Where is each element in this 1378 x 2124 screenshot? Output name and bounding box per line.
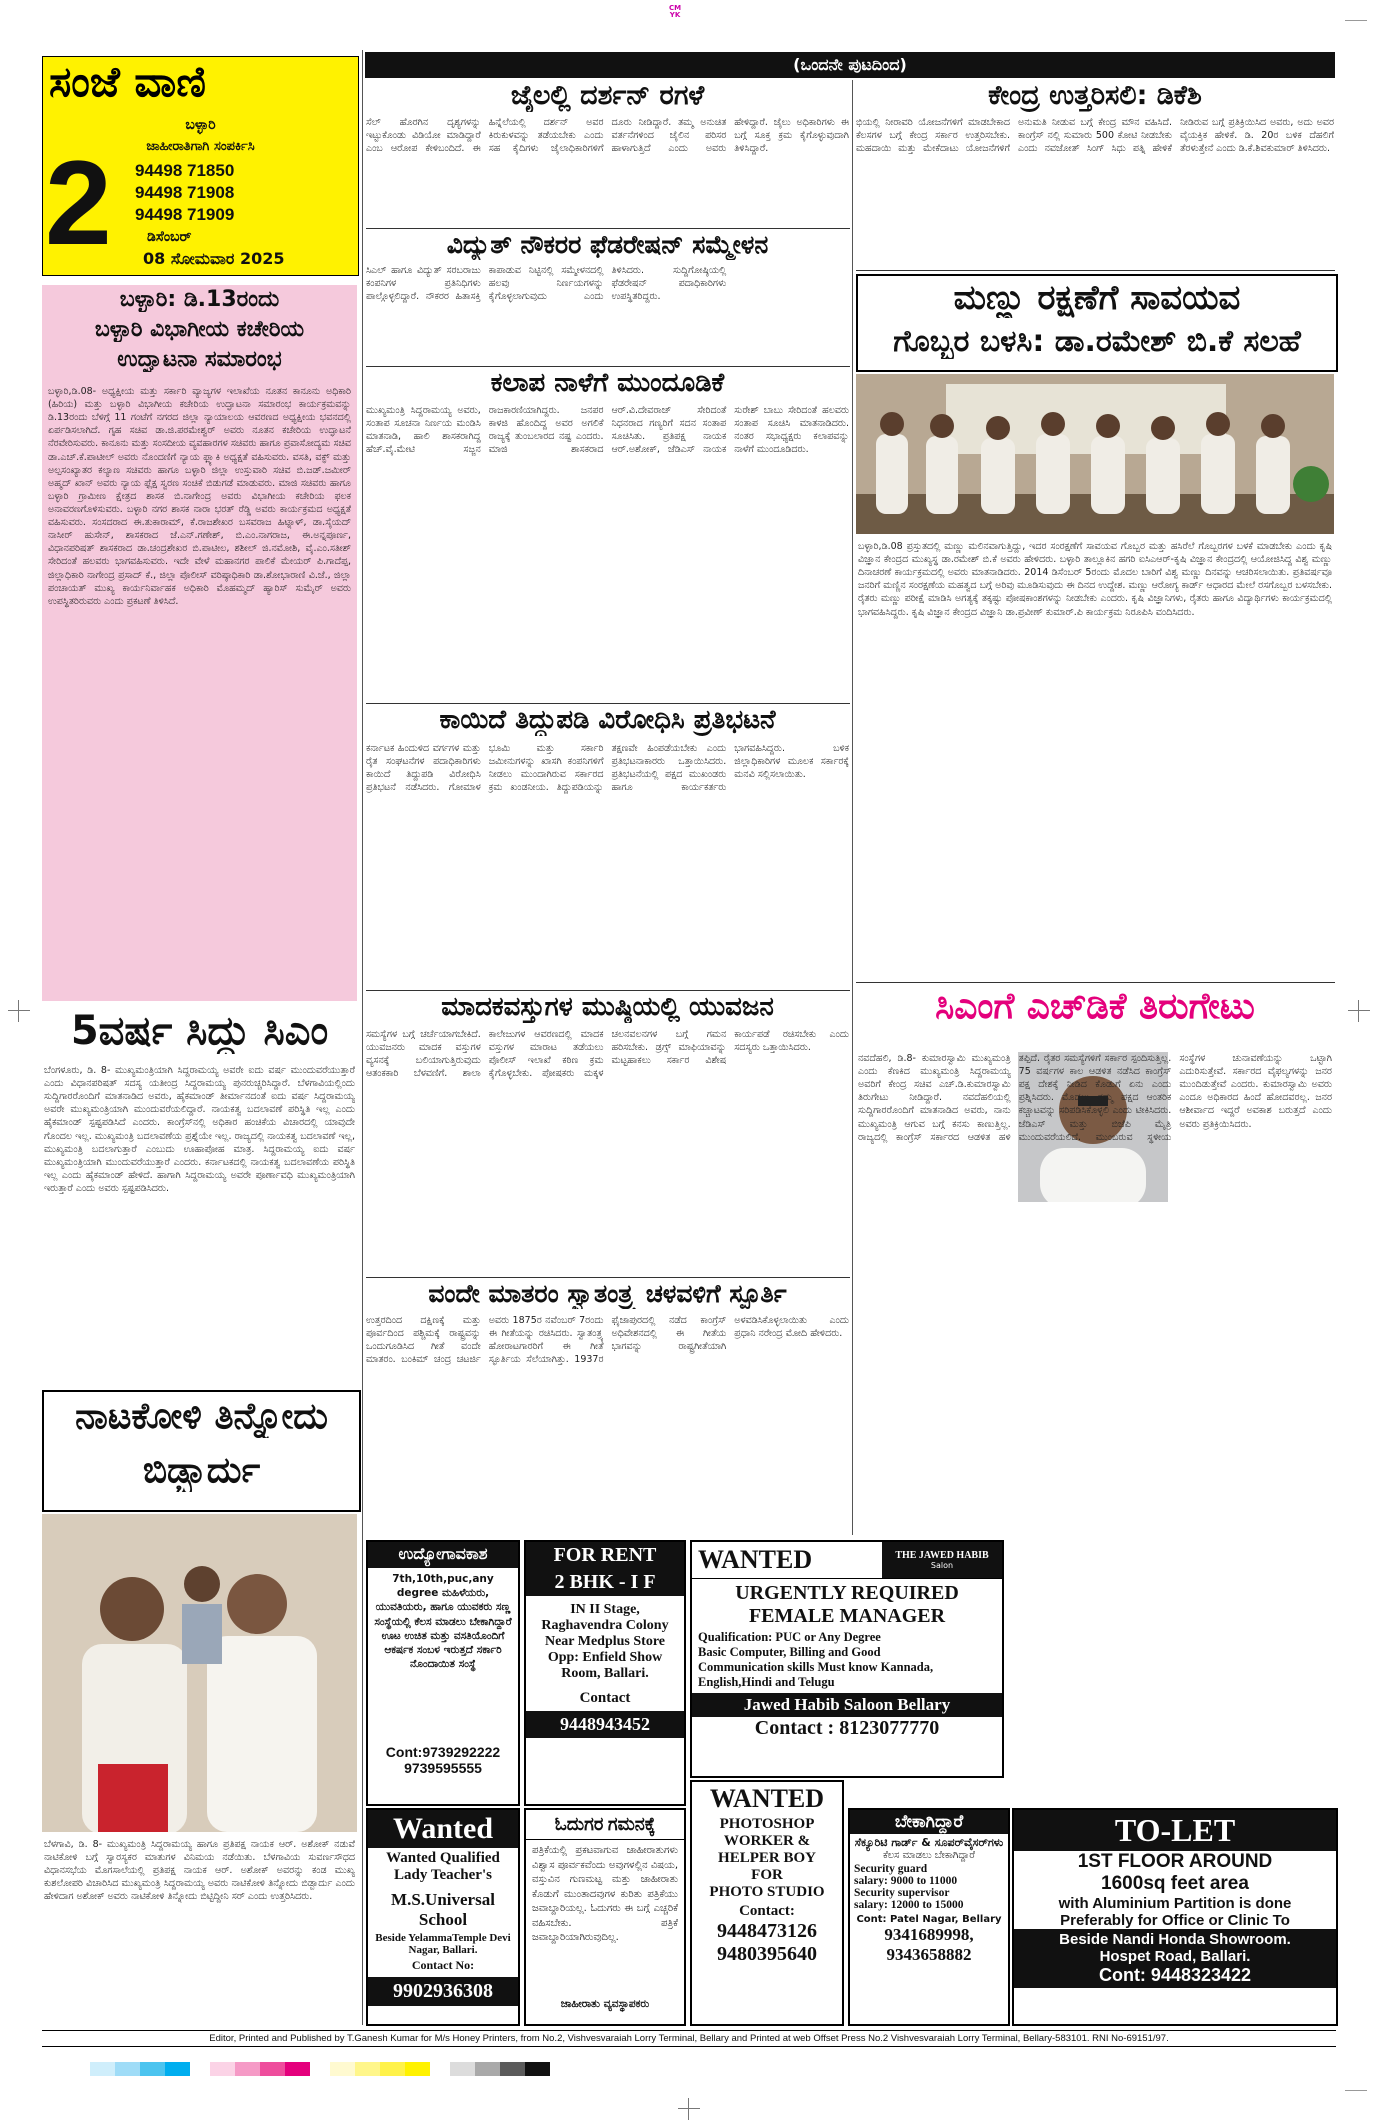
article-cm-hdk: ನವದೆಹಲಿ, ಡಿ.8- ಕುಮಾರಸ್ವಾಮಿ ಮುಖ್ಯಮಂತ್ರಿ ಎಂದು ಕೆಣಕಿದ ಮುಖ್ಯಮಂತ್ರಿ ಸಿದ್ದರಾಮಯ್ಯ ಅವರಿಗೆ ಕೇಂದ್ರ ಸಚಿವ ಎಚ್.ಡಿ.ಕುಮಾರಸ್ವಾಮಿ ತಿರುಗೇಟು ನೀಡಿದ್ದಾರೆ. ನವದೆಹಲಿಯಲ್ಲಿ ಸುದ್ದಿಗಾರರೊಂದಿಗೆ ಮಾತನಾಡಿದ ಅವರು, ನಾನು ಮುಖ್ಯಮಂತ್ರಿ ಆಗುವ ಬಗ್ಗೆ ಕನಸು ಕಾಣುತ್ತಿಲ್ಲ. ರಾಜ್ಯದಲ್ಲಿ ಕಾಂಗ್ರೆಸ್ ಸರ್ಕಾರದ ಆಡಳಿತ ಹಳಿ ತಪ್ಪಿದೆ. ರೈತರ ಸಮಸ್ಯೆಗಳಿಗೆ ಸರ್ಕಾರ ಸ್ಪಂದಿಸುತ್ತಿಲ್ಲ. 75 ವರ್ಷಗಳ ಕಾಲ ಆಡಳಿತ ನಡೆಸಿದ ಕಾಂಗ್ರೆಸ್ ಪಕ್ಷ ದೇಶಕ್ಕೆ ನೀಡಿದ ಕೊಡುಗೆ ಏನು ಎಂದು ಪ್ರಶ್ನಿಸಿದರು. ಮೊದಲು ತಮ್ಮ ಪಕ್ಷದ ಆಂತರಿಕ ಕಚ್ಚಾಟವನ್ನು ಸರಿಪಡಿಸಿಕೊಳ್ಳಲಿ ಎಂದು ಟೀಕಿಸಿದರು. ಜೆಡಿಎಸ್ ಮತ್ತು ಬಿಜೆಪಿ ಮೈತ್ರಿ ಮುಂದುವರೆಯಲಿದೆ. ಮುಂಬರುವ ಸ್ಥಳೀಯ ಸಂಸ್ಥೆಗಳ ಚುನಾವಣೆಯನ್ನು ಒಟ್ಟಾಗಿ ಎದುರಿಸುತ್ತೇವೆ. ಸರ್ಕಾರದ ವೈಫಲ್ಯಗಳನ್ನು ಜನರ ಮುಂದಿಡುತ್ತೇವೆ ಎಂದರು. ಕುಮಾರಸ್ವಾಮಿ ಅವರು ಎಂದೂ ಅಧಿಕಾರದ ಹಿಂದೆ ಹೋದವರಲ್ಲ. ಜನರ ಆಶೀರ್ವಾದ ಇದ್ದರೆ ಅವಕಾಶ ಬರುತ್ತದೆ ಎಂದು ಅವರು ಪ್ರತಿಕ್ರಿಯಿಸಿದರು. [858, 1053, 1332, 1143]
ad-security-line-3: Security supervisor [854, 1887, 950, 1899]
ad-wanted-photo-line-1: PHOTOSHOP [719, 1816, 815, 1832]
ad-to-let-line-3: with Aluminium Partition is done [1058, 1895, 1292, 1912]
ad-job-phone-1: Cont:9739292222 [385, 1744, 501, 1760]
ad-wanted-manager-body-2: Basic Computer, Billing and Good [698, 1645, 881, 1659]
ad-job-body: 7th,10th,puc,any degree ಮಹಿಳೆಯರು, ಯುವತಿಯರು, ಹಾಗೂ ಯುವಕರು ಸಣ್ಣ ಸಂಸ್ಥೆಯಲ್ಲಿ ಕೆಲಸ ಮಾಡಲು ಬೇಕಾಗಿದ್ದಾರೆ ಊಟ ಉಚಿತ ಮತ್ತು ವಸತಿಯೊಂದಿಗೆ ಆಕರ್ಷಕ ಸಂಬಳ ಇರುತ್ತದೆ ಸರ್ಕಾರಿ ನೊಂದಾಯಿತ ಸಂಸ್ಥೆ [374, 1573, 512, 1671]
ad-security-line-4: salary: 12000 to 15000 [854, 1899, 964, 1911]
ad-wanted-photo [690, 1780, 844, 2026]
registration-mark [1348, 1000, 1370, 1022]
ad-wanted-manager [690, 1540, 1004, 1778]
headline-kendra: ಕೇಂದ್ರ ಉತ್ತರಿಸಲಿ: ಡಿಕೆಶಿ [988, 80, 1202, 111]
event-group-illustration [856, 374, 1334, 534]
article-ballari-office: ಬಳ್ಳಾರಿ,ಡಿ.08- ಅಧ್ಯಕ್ಷೀಯ ಮತ್ತು ಸರ್ಕಾರಿ ವ್ಯಾಜ್ಯಗಳ ಇಲಾಖೆಯ ನೂತನ ಕಾನೂನು ಅಧಿಕಾರಿ (ಹಿರಿಯ) ಮತ್ತು ಬಳ್ಳಾರಿ ವಿಭಾಗೀಯ ಕಚೇರಿಯ ಉದ್ಘಾಟನಾ ಸಮಾರಂಭ ಕಾರ್ಯಕ್ರಮವನ್ನು ಡಿ.13ರಂದು ಬೆಳಿಗ್ಗೆ 11 ಗಂಟೆಗೆ ನಗರದ ಜಿಲ್ಲಾ ನ್ಯಾಯಾಲಯ ಆವರಣದ ಅಧ್ಯಕ್ಷೀಯ ಭವನದಲ್ಲಿ ಏರ್ಪಡಿಸಲಾಗಿದೆ. ಗೃಹ ಸಚಿವ ಡಾ.ಜಿ.ಪರಮೇಶ್ವರ್ ಅವರು ನೂತನ ಕಚೇರಿಯ ಉದ್ಘಾಟನೆ ನೆರವೇರಿಸುವರು. ಕಾನೂನು ಮತ್ತು ಸಂಸದೀಯ ವ್ಯವಹಾರಗಳ ಸಚಿವರು ಹಾಗೂ ಪ್ರವಾಸೋದ್ಯಮ ಸಚಿವ ಡಾ.ಎಚ್.ಕೆ.ಪಾಟೀಲ್ ಅವರು ನೊಂದಣಿಗೆ ನ್ಯಾಯ ಫ್ಲ್ಯಾಕಿ ಅಧ್ಯಕ್ಷತೆ ವಹಿಸುವರು. ವಸತಿ, ವಕ್ಫ್ ಮತ್ತು ಅಲ್ಪಸಂಖ್ಯಾತರ ಕಲ್ಯಾಣ ಸಚಿವರು ಹಾಗೂ ಬಳ್ಳಾರಿ ಜಿಲ್ಲಾ ಉಸ್ತುವಾರಿ ಸಚಿವ ಬಿ.ಜಡ್.ಜಮೀರ್ ಅಹ್ಮದ್ ಖಾನ್ ಅವರು ನ್ಯಾಯ ಫ್ಲೆಕ್ಷ ಸ್ವರಣ ಸಂಚಿಕೆ ಬಿಡುಗಡೆ ಮಾಡುವರು. ಮಾಜಿ ಸಚಿವರು ಹಾಗೂ ಬಳ್ಳಾರಿ ಗ್ರಾಮೀಣ ಕ್ಷೇತ್ರದ ಶಾಸಕ ಬಿ.ನಾಗೇಂದ್ರ ಅವರು ವಿಭಾಗೀಯ ಕಚೇರಿಯ ಫಲಕ ಅನಾವರಣಗೊಳಿಸುವರು. ಬಳ್ಳಾರಿ ನಗರ ಶಾಸಕ ನಾರಾ ಭರತ್ ರೆಡ್ಡಿ ಅವರು ಕಾರ್ಯಕ್ರಮದ ಅಧ್ಯಕ್ಷತೆ ವಹಿಸುವರು. ಸಂಸದರಾದ ಈ.ತುಕಾರಾಮ್, ಕೆ.ರಾಜಶೇಖರ ಬಸವರಾಜ ಹಿಟ್ನಾಳ್, ಡಾ.ಸೈಯದ್ ನಾಸೀರ್ ಹುಸೇನ್, ಶಾಸಕರಾದ ಜೆ.ಎನ್.ಗಣೇಶ್, ಬಿ.ಎಂ.ನಾಗರಾಜ, ಈ.ಅನ್ನಪೂರ್ಣ, ವಿಧಾನಪರಿಷತ್ ಶಾಸಕರಾದ ಡಾ.ಚಂದ್ರಶೇಖರ ಬಿ.ಪಾಟೀಲ, ಶಶೀಲ್ ಜಿ.ನಮೋಶಿ, ವೈ.ಎಂ.ಸತೀಶ್ ಸೇರಿದಂತೆ ಹಲವರು ಭಾಗವಹಿಸುವರು. ಇದೇ ವೇಳೆ ಮಹಾನಗರ ಪಾಲಿಕೆ ಮೇಯರ್ ಪಿ.ಗಾದೆಪ್ಪ, ಜಿಲ್ಲಾಧಿಕಾರಿ ನಾಗೇಂದ್ರ ಪ್ರಸಾದ್ ಕೆ., ಜಿಲ್ಲಾ ಪೊಲೀಸ್ ವರಿಷ್ಠಾಧಿಕಾರಿ ಡಾ.ಶೋಭಾರಾಣಿ ವಿ.ಜೆ., ಜಿಲ್ಲಾ ಪಂಚಾಯತ್ ಮುಖ್ಯ ಕಾರ್ಯನಿರ್ವಾಹಕ ಅಧಿಕಾರಿ ಮೊಹಮ್ಮದ್ ಹ್ಯಾರಿಸ್ ಸುಮೈರ್ ಅವರು ಉಪಸ್ಥಿತರಿರುವರು ಎಂದು ಪ್ರಕಟಣೆ ತಿಳಿಸಿದೆ. [48, 386, 351, 607]
ad-security-contact: Cont: Patel Nagar, Bellary [856, 1914, 1002, 1925]
headline-jail-darshan: ಜೈಲಲ್ಲಿ ದರ್ಶನ್ ರಗಳೆ [510, 80, 705, 111]
ad-security-line-2: salary: 9000 to 11000 [854, 1875, 958, 1887]
article-five-years: ಬೆಂಗಳೂರು, ಡಿ. 8- ಮುಖ್ಯಮಂತ್ರಿಯಾಗಿ ಸಿದ್ದರಾಮಯ್ಯ ಅವರೇ ಐದು ವರ್ಷ ಮುಂದುವರೆಯುತ್ತಾರೆ ಎಂದು ವಿಧಾನಪರಿಷತ್ ಸದಸ್ಯ ಯತೀಂದ್ರ ಸಿದ್ದರಾಮಯ್ಯ ಪುನರುಚ್ಚರಿಸಿದ್ದಾರೆ. ಬೆಳಗಾವಿಯಲ್ಲಿಂದು ಸುದ್ದಿಗಾರರೊಂದಿಗೆ ಮಾತನಾಡಿದ ಅವರು, ಹೈಕಮಾಂಡ್ ತೀರ್ಮಾನದಂತೆ ಐದು ವರ್ಷ ಸಿದ್ದರಾಮಯ್ಯ ಅವರೇ ಮುಖ್ಯಮಂತ್ರಿಯಾಗಿ ಮುಂದುವರೆಯಲಿದ್ದಾರೆ. ನಾಯಕತ್ವ ಬದಲಾವಣೆ ಪರಿಸ್ಥಿತಿ ಇಲ್ಲ ಎಂದು ಹೈಕಮಾಂಡ್ ಸ್ಪಷ್ಟಪಡಿಸಿದೆ ಎಂದರು. ಕಾಂಗ್ರೆಸ್‌ನಲ್ಲಿ ಅಧಿಕಾರ ಹಂಚಿಕೆಯ ವಿಚಾರದಲ್ಲಿ ಯಾವುದೇ ಗೊಂದಲ ಇಲ್ಲ. ಮುಖ್ಯಮಂತ್ರಿ ಬದಲಾವಣೆಯ ಪ್ರಶ್ನೆಯೇ ಇಲ್ಲ. ರಾಜ್ಯದಲ್ಲಿ ನಾಯಕತ್ವ ಬದಲಾವಣೆ ಇಲ್ಲ, ಮುಖ್ಯಮಂತ್ರಿ ಬದಲಾಗುತ್ತಾರೆ ಎಂಬುದು ಊಹಾಪೋಹ ಮಾತ್ರ. ಸಿದ್ದರಾಮಯ್ಯ ಐದು ವರ್ಷ ಮುಖ್ಯಮಂತ್ರಿಯಾಗಿ ಮುಂದುವರೆಯುತ್ತಾರೆ ಎಂದರು. ಕರ್ನಾಟಕದಲ್ಲಿ ನಾಯಕತ್ವ ಬದಲಾವಣೆಯ ಪರಿಸ್ಥಿತಿ ಇಲ್ಲ ಎಂದು ಹೈಕಮಾಂಡ್ ಹೇಳಿದೆ. ಹಾಗಾಗಿ ಸಿದ್ದರಾಮಯ್ಯ ಅವರೇ ಪೂರ್ಣಾವಧಿ ಮುಖ್ಯಮಂತ್ರಿಯಾಗಿ ಇರುತ್ತಾರೆ ಎಂದು ಅವರು ಸ್ಪಷ್ಟಪಡಿಸಿದರು. [44, 1065, 355, 1194]
ad-wanted-manager-brand-sub: Salon [930, 1561, 954, 1570]
ad-readers-notice [524, 1808, 686, 2026]
cmyk-mark: CMYK [668, 4, 682, 19]
headline-natikoli-1: ನಾಟಕೋಳಿ ತಿನ್ನೋದು [75, 1396, 328, 1437]
ad-wanted-teacher-line-1: Wanted Qualified [386, 1850, 500, 1866]
ad-for-rent-line-2: Raghavendra Colony [541, 1618, 669, 1633]
ad-for-rent-subtitle: 2 BHK - I F [526, 1569, 684, 1596]
headline-cm-hdk: ಸಿಎಂಗೆ ಎಚ್‌ಡಿಕೆ ತಿರುಗೇಟು [935, 986, 1255, 1027]
phone-2: 94498 71908 [135, 183, 235, 202]
ad-for-rent-title: FOR RENT [526, 1542, 684, 1569]
mannu-headline-box [856, 274, 1338, 372]
headline-kayide: ಕಾಯಿದೆ ತಿದ್ದುಪಡಿ ವಿರೋಧಿಸಿ ಪ್ರತಿಭಟನೆ [439, 705, 776, 735]
headline-madaka: ಮಾದಕವಸ್ತುಗಳ ಮುಷ್ಠಿಯಲ್ಲಿ ಯುವಜನ [441, 992, 774, 1022]
masthead-city: ಬಳ್ಳಾರಿ [185, 117, 216, 133]
continued-banner-text: (ಒಂದನೇ ಪುಟದಿಂದ) [793, 55, 907, 74]
ad-security-title: ಬೇಕಾಗಿದ್ದಾರೆ [850, 1810, 1008, 1834]
ad-wanted-manager-headline-2: FEMALE MANAGER [748, 1605, 946, 1627]
headline-vande: ವಂದೇ ಮಾತರಂ ಸ್ವಾತಂತ್ರ್ಯ ಚಳವಳಿಗೆ ಸ್ಪೂರ್ತಿ [428, 1279, 787, 1308]
ad-job-title: ಉದ್ಯೋಗಾವಕಾಶ [368, 1542, 518, 1568]
ad-wanted-photo-line-3: HELPER BOY [718, 1850, 816, 1866]
headline-vidyut: ವಿದ್ಯುತ್ ನೌಕರರ ಫೆಡರೇಷನ್ ಸಮ್ಮೇಳನ [446, 230, 769, 259]
phone-1: 94498 71850 [135, 161, 235, 180]
article-kayide: ಕರ್ನಾಟಕ ಹಿಂದುಳಿದ ವರ್ಗಗಳ ಮತ್ತು ರೈತ ಸಂಘಟನೆಗಳ ಪದಾಧಿಕಾರಿಗಳು ಕಾಯಿದೆ ತಿದ್ದುಪಡಿ ವಿರೋಧಿಸಿ ಪ್ರತಿಭಟನೆ ನಡೆಸಿದರು. ಗೋಮಾಳ ಭೂಮಿ ಮತ್ತು ಸರ್ಕಾರಿ ಜಮೀನುಗಳನ್ನು ಖಾಸಗಿ ಕಂಪನಿಗಳಿಗೆ ನೀಡಲು ಮುಂದಾಗಿರುವ ಸರ್ಕಾರದ ಕ್ರಮ ಖಂಡನೀಯ. ತಿದ್ದುಪಡಿಯನ್ನು ತಕ್ಷಣವೇ ಹಿಂಪಡೆಯಬೇಕು ಎಂದು ಪ್ರತಿಭಟನಾಕಾರರು ಒತ್ತಾಯಿಸಿದರು. ಪ್ರತಿಭಟನೆಯಲ್ಲಿ ಪಕ್ಷದ ಮುಖಂಡರು ಹಾಗೂ ಕಾರ್ಯಕರ್ತರು ಭಾಗವಹಿಸಿದ್ದರು. ಬಳಿಕ ಜಿಲ್ಲಾಧಿಕಾರಿಗಳ ಮೂಲಕ ಸರ್ಕಾರಕ್ಕೆ ಮನವಿ ಸಲ್ಲಿಸಲಾಯಿತು. [366, 743, 849, 794]
ad-for-rent-line-4: Opp: Enfield Show [547, 1650, 663, 1665]
imprint [42, 2030, 1336, 2047]
ad-to-let-address-2: Hospet Road, Ballari. [1014, 1948, 1336, 1965]
color-bar [90, 2062, 650, 2076]
ad-readers-title: ಓದುಗರ ಗಮನಕ್ಕೆ [526, 1810, 684, 1840]
ad-to-let-phone: Cont: 9448323422 [1014, 1965, 1336, 1988]
ad-wanted-photo-line-5: PHOTO STUDIO [709, 1884, 825, 1900]
ad-security-phone-1: 9341689998, [884, 1925, 974, 1944]
headline-mannu-2: ಗೊಬ್ಬರ ಬಳಸಿ: ಡಾ.ರಮೇಶ್ ಬಿ.ಕೆ ಸಲಹೆ [893, 324, 1301, 359]
headline-ballari-2: ಬಳ್ಳಾರಿ ವಿಭಾಗೀಯ ಕಚೇರಿಯ [94, 317, 305, 342]
ad-security-subtitle: ಸೆಕ್ಯೂರಿಟಿ ಗಾರ್ಡ್ & ಸೂಪರ್‌ವೈಸರ್‌ಗಳು [854, 1836, 1004, 1849]
ad-wanted-manager-wanted: WANTED [698, 1545, 813, 1574]
ad-wanted-teacher-school: M.S.Universal School [391, 1890, 495, 1929]
ballari-office-box [42, 285, 357, 1001]
continued-banner [365, 52, 1335, 78]
ad-wanted-teacher-line-2: Lady Teacher's [394, 1867, 492, 1883]
headline-ballari-1: ಬಳ್ಳಾರಿ: ಡಿ.13ರಂದು [119, 287, 280, 312]
cm-ashok-photo [42, 1514, 357, 1832]
date-line: 08 ಸೋಮವಾರ 2025 [143, 249, 285, 268]
article-natikoli: ಬೆಳಗಾವಿ, ಡಿ. 8- ಮುಖ್ಯಮಂತ್ರಿ ಸಿದ್ದರಾಮಯ್ಯ ಹಾಗೂ ಪ್ರತಿಪಕ್ಷ ನಾಯಕ ಆರ್. ಅಶೋಕ್ ನಡುವೆ ನಾಟಿಕೋಳಿ ಬಗ್ಗೆ ಸ್ವಾರಸ್ಯಕರ ಮಾತುಗಳ ವಿನಿಮಯ ನಡೆಯಿತು. ಬೆಳಗಾವಿಯ ಸುವರ್ಣಸೌಧದ ವಿಧಾನಸಭೆಯ ಮೊಗಸಾಲೆಯಲ್ಲಿ ಪ್ರತಿಪಕ್ಷ ನಾಯಕ ಆರ್. ಅಶೋಕ್ ಅವರನ್ನು ಕಂಡ ಮುಖ್ಯ ಕುಶಲೋಪರಿ ವಿಚಾರಿಸಿದ ಮುಖ್ಯಮಂತ್ರಿ ಸಿದ್ದರಾಮಯ್ಯ ಅವರು ನಾಟಿಕೋಳಿ ತಿನ್ನೋದು ಬಿಡ್ಬಾರ್ದು ಎಂದು ಹೇಳಿದಾಗ ಅಶೋಕ್ ಅವರು ನಾಟಿಕೋಳಿ ತಿನ್ನೋದು ಬಿಟ್ಟಿದ್ದೀನಿ ಸರ್ ಎಂದು ಉತ್ತರಿಸಿದರು. [44, 1839, 355, 1903]
ad-to-let-line-4: Preferably for Office or Clinic To [1060, 1912, 1290, 1929]
phone-3: 94498 71909 [135, 205, 235, 224]
ad-to-let-line-1: 1ST FLOOR AROUND [1077, 1851, 1273, 1872]
ad-wanted-teacher-wanted: Wanted [368, 1810, 518, 1848]
headline-mannu-1: ಮಣ್ಣು ರಕ್ಷಣೆಗೆ ಸಾವಯವ [953, 278, 1241, 318]
article-vidyut: ಸಿಎಲ್ ಹಾಗೂ ವಿದ್ಯುತ್ ಸರಬರಾಜು ಕಂಪನಿಗಳ ಪ್ರತಿನಿಧಿಗಳು ಪಾಲ್ಗೊಳ್ಳಲಿದ್ದಾರೆ. ನೌಕರರ ಹಿತಾಸಕ್ತಿ ಕಾಪಾಡುವ ನಿಟ್ಟಿನಲ್ಲಿ ಸಮ್ಮೇಳನದಲ್ಲಿ ಹಲವು ನಿರ್ಣಯಗಳನ್ನು ಕೈಗೊಳ್ಳಲಾಗುವುದು ಎಂದು ತಿಳಿಸಿದರು. ಸುದ್ದಿಗೋಷ್ಠಿಯಲ್ಲಿ ಫೆಡರೇಷನ್ ಪದಾಧಿಕಾರಿಗಳು ಉಪಸ್ಥಿತರಿದ್ದರು. [366, 265, 727, 303]
issue-day: 2 [45, 136, 112, 270]
ad-wanted-manager-body-3: Communication skills Must know Kannada, [698, 1660, 934, 1674]
ad-wanted-manager-brand: THE JAWED HABIB [895, 1550, 989, 1561]
soil-day-photo [856, 374, 1334, 534]
ad-job [366, 1540, 520, 1806]
ad-wanted-photo-phone-2: 9480395640 [717, 1943, 817, 1965]
headline-natikoli-2: ಬಿಡ್ಬಾರ್ದು [142, 1450, 261, 1491]
ad-wanted-manager-saloon: Jawed Habib Saloon Bellary [692, 1693, 1002, 1717]
ad-for-rent-contact-label: Contact [579, 1690, 631, 1706]
ad-contact-label: ಜಾಹೀರಾತಿಗಾಗಿ ಸಂಪರ್ಕಿಸಿ [146, 139, 255, 154]
ad-security-line-1: Security guard [854, 1863, 928, 1875]
ad-wanted-photo-contact-label: Contact: [739, 1903, 795, 1919]
article-madaka: ಸಮಸ್ಯೆಗಳ ಬಗ್ಗೆ ಚರ್ಚೆಯಾಗಬೇಕಿದೆ. ಯುವಜನರು ಮಾದಕ ವಸ್ತುಗಳ ವ್ಯಸನಕ್ಕೆ ಬಲಿಯಾಗುತ್ತಿರುವುದು ಆತಂಕಕಾರಿ ಬೆಳವಣಿಗೆ. ಶಾಲಾ ಕಾಲೇಜುಗಳ ಆವರಣದಲ್ಲಿ ಮಾದಕ ವಸ್ತುಗಳ ಮಾರಾಟ ತಡೆಯಲು ಪೊಲೀಸ್ ಇಲಾಖೆ ಕಠಿಣ ಕ್ರಮ ಕೈಗೊಳ್ಳಬೇಕು. ಪೋಷಕರು ಮಕ್ಕಳ ಚಲನವಲನಗಳ ಬಗ್ಗೆ ಗಮನ ಹರಿಸಬೇಕು. ಡ್ರಗ್ಸ್ ಮಾಫಿಯಾವನ್ನು ಮಟ್ಟಹಾಕಲು ಸರ್ಕಾರ ವಿಶೇಷ ಕಾರ್ಯಪಡೆ ರಚಿಸಬೇಕು ಎಂದು ಸದಸ್ಯರು ಒತ್ತಾಯಿಸಿದರು. [366, 1029, 849, 1080]
headline-kalapa: ಕಲಾಪ ನಾಳೆಗೆ ಮುಂದೂಡಿಕೆ [490, 368, 725, 398]
ad-wanted-manager-body-1: Qualification: PUC or Any Degree [698, 1630, 881, 1644]
ad-wanted-teacher-contact-label: Contact No: [411, 1958, 475, 1972]
masthead [42, 56, 359, 276]
article-vande: ಉತ್ತರದಿಂದ ದಕ್ಷಿಣಕ್ಕೆ ಮತ್ತು ಪೂರ್ವದಿಂದ ಪಶ್ಚಿಮಕ್ಕೆ ರಾಷ್ಟ್ರವನ್ನು ಒಂದುಗೂಡಿಸಿದ ಗೀತೆ ವಂದೇ ಮಾತರಂ. ಬಂಕಿಮ್ ಚಂದ್ರ ಚಟರ್ಜಿ ಅವರು 1875ರ ನವೆಂಬರ್ 7ರಂದು ಈ ಗೀತೆಯನ್ನು ರಚಿಸಿದರು. ಸ್ವಾತಂತ್ರ್ಯ ಹೋರಾಟಗಾರರಿಗೆ ಈ ಗೀತೆ ಸ್ಫೂರ್ತಿಯ ಸೆಲೆಯಾಗಿತ್ತು. 1937ರ ಫೈಜಾಪುರದಲ್ಲಿ ನಡೆದ ಕಾಂಗ್ರೆಸ್ ಅಧಿವೇಶನದಲ್ಲಿ ಈ ಗೀತೆಯ ಭಾಗವನ್ನು ರಾಷ್ಟ್ರಗೀತೆಯಾಗಿ ಅಳವಡಿಸಿಕೊಳ್ಳಲಾಯಿತು ಎಂದು ಪ್ರಧಾನಿ ನರೇಂದ್ರ ಮೋದಿ ಹೇಳಿದರು. [366, 1315, 849, 1366]
article-mannu: ಬಳ್ಳಾರಿ,ಡಿ.08 ಪ್ರಸ್ತುತದಲ್ಲಿ ಮಣ್ಣು ಮಲಿನವಾಗುತ್ತಿದ್ದು, ಇದರ ಸಂರಕ್ಷಣೆಗೆ ಸಾವಯವ ಗೊಬ್ಬರ ಮತ್ತು ಹಸಿರೆಲೆ ಗೊಬ್ಬರಗಳ ಬಳಕೆ ಮಾಡಬೇಕು ಎಂದು ಕೃಷಿ ವಿಜ್ಞಾನ ಕೇಂದ್ರದ ಮುಖ್ಯಸ್ಥ ಡಾ.ರಮೇಶ್ ಬಿ.ಕೆ ಅವರು ಹೇಳಿದರು. ಬಳ್ಳಾರಿ ತಾಲ್ಲೂಕಿನ ಹಗರಿ ಐಸಿಎಆರ್-ಕೃಷಿ ವಿಜ್ಞಾನ ಕೇಂದ್ರದಲ್ಲಿ ಆಯೋಜಿಸಿದ್ದ ವಿಶ್ವ ಮಣ್ಣು ದಿನಾಚರಣೆ ಕಾರ್ಯಕ್ರಮದಲ್ಲಿ ಅವರು ಮಾತನಾಡಿದರು. 2014 ಡಿಸೆಂಬರ್ 5ರಂದು ಮೊದಲ ಬಾರಿಗೆ ವಿಶ್ವ ಮಣ್ಣು ದಿನವನ್ನು ಆಚರಿಸಲಾಯಿತು. ಪ್ರತಿವರ್ಷವೂ ಜನರಿಗೆ ಮಣ್ಣಿನ ಸಂರಕ್ಷಣೆಯ ಮಹತ್ವದ ಬಗ್ಗೆ ಅರಿವು ಮೂಡಿಸುವುದು ಈ ದಿನದ ಉದ್ದೇಶ. ಮಣ್ಣು ಆರೋಗ್ಯ ಕಾರ್ಡ್ ಆಧಾರದ ಮೇಲೆ ರಸಗೊಬ್ಬರ ಬಳಸಬೇಕು. ರೈತರು ಮಣ್ಣು ಪರೀಕ್ಷೆ ಮಾಡಿಸಿ ಅಗತ್ಯಕ್ಕೆ ತಕ್ಕಷ್ಟು ಪೋಷಕಾಂಶಗಳನ್ನು ನೀಡಬೇಕು ಎಂದರು. ಕೃಷಿ ವಿಜ್ಞಾನಿಗಳು, ರೈತರು ಹಾಗೂ ವಿದ್ಯಾರ್ಥಿಗಳು ಕಾರ್ಯಕ್ರಮದಲ್ಲಿ ಭಾಗವಹಿಸಿದ್ದರು. ಕೃಷಿ ವಿಜ್ಞಾನ ಕೇಂದ್ರದ ವಿಜ್ಞಾನಿ ಡಾ.ಪ್ರವೀಣ್ ಕುಮಾರ್.ಪಿ ಕಾರ್ಯಕ್ರಮ ನಿರೂಪಿಸಿ ವಂದಿಸಿದರು. [858, 541, 1332, 618]
ad-wanted-manager-contact: Contact : 8123077770 [754, 1717, 940, 1739]
ad-for-rent-line-1: IN II Stage, [570, 1602, 640, 1617]
headline-ballari-3: ಉದ್ಘಾಟನಾ ಸಮಾರಂಭ [117, 347, 282, 372]
article-kendra: ಭಿಯಲ್ಲಿ ನೀರಾವರಿ ಯೋಜನೆಗಳಿಗೆ ಮಾಡಬೇಕಾದ ಕೆಲಸಗಳ ಬಗ್ಗೆ ಕೇಂದ್ರ ಸರ್ಕಾರ ಉತ್ತರಿಸಬೇಕು. ಮಹದಾಯಿ ಮತ್ತು ಮೇಕೆದಾಟು ಯೋಜನೆಗಳಿಗೆ ಅನುಮತಿ ನೀಡುವ ಬಗ್ಗೆ ಕೇಂದ್ರ ಮೌನ ವಹಿಸಿದೆ. ಕಾಂಗ್ರೆಸ್ ನಲ್ಲಿ ಸುಮಾರು 500 ಕೋಟಿ ನೀಡಬೇಕು ಎಂದು ನವಜೋತ್ ಸಿಂಗ್ ಸಿಧು ಪತ್ನಿ ಹೇಳಿಕೆ ನೀಡಿರುವ ಬಗ್ಗೆ ಪ್ರತಿಕ್ರಿಯಿಸಿದ ಅವರು, ಅದು ಅವರ ವೈಯಕ್ತಿಕ ಹೇಳಿಕೆ. ಡಿ. 20ರ ಬಳಿಕ ದೆಹಲಿಗೆ ತೆರಳುತ್ತೇನೆ ಎಂದು ಡಿ.ಕೆ.ಶಿವಕುಮಾರ್ ತಿಳಿಸಿದರು. [856, 117, 1334, 155]
ad-wanted-photo-wanted: WANTED [709, 1784, 825, 1813]
ad-readers-footer: ಜಾಹೀರಾತು ವ್ಯವಸ್ಥಾಪಕರು [560, 1998, 650, 2010]
ad-to-let-line-2: 1600sq feet area [1101, 1873, 1249, 1894]
ad-for-rent-line-3: Near Medplus Store [544, 1634, 666, 1649]
ad-wanted-photo-phone-1: 9448473126 [717, 1920, 817, 1942]
ad-wanted-teacher-phone: 9902936308 [368, 1977, 518, 2006]
ad-wanted-photo-line-4: FOR [751, 1867, 783, 1883]
article-jail-darshan: ಸೆಲ್ ಹೊರಗಿನ ದೃಶ್ಯಗಳನ್ನು ಇಟ್ಟುಕೊಂಡು ವಿಡಿಯೋ ಮಾಡಿದ್ದಾರೆ ಎಂಬ ಆರೋಪ ಕೇಳಿಬಂದಿದೆ. ಈ ಹಿನ್ನೆಲೆಯಲ್ಲಿ ದರ್ಶನ್ ಅವರ ಕಿರುಕುಳವನ್ನು ತಡೆಯಬೇಕು ಎಂದು ಸಹ ಕೈದಿಗಳು ಜೈಲಾಧಿಕಾರಿಗಳಿಗೆ ದೂರು ನೀಡಿದ್ದಾರೆ. ತಮ್ಮ ಅನುಚಿತ ವರ್ತನೆಗಳಿಂದ ಜೈಲಿನ ಪರಿಸರ ಹಾಳಾಗುತ್ತಿದೆ ಎಂದು ಅವರು ಹೇಳಿದ್ದಾರೆ. ಜೈಲು ಅಧಿಕಾರಿಗಳು ಈ ಬಗ್ಗೆ ಸೂಕ್ತ ಕ್ರಮ ಕೈಗೊಳ್ಳುವುದಾಗಿ ತಿಳಿಸಿದ್ದಾರೆ. [366, 117, 849, 155]
ad-wanted-teacher-address: Beside YelammaTemple Devi Nagar, Ballari. [375, 1932, 511, 1956]
ad-readers-body: ಪತ್ರಿಕೆಯಲ್ಲಿ ಪ್ರಕಟವಾಗುವ ಜಾಹೀರಾತುಗಳು ವಿಶ್ವಾಸ ಪೂರ್ವಕವೆಂದು ಅವುಗಳಲ್ಲಿನ ವಿಷಯ, ವಸ್ತುವಿನ ಗುಣಮಟ್ಟ ಮತ್ತು ಜಾಹೀರಾತು ಕೊಡುಗೆ ಮುಂತಾದವುಗಳ ಕುರಿತು ಪತ್ರಿಕೆಯು ಜವಾಬ್ದಾರಿಯಲ್ಲ. ಓದುಗರು ಈ ಬಗ್ಗೆ ಎಚ್ಚರಿಕೆ ವಹಿಸಬೇಕು. ಪತ್ರಿಕೆ ಜವಾಬ್ದಾರಿಯಾಗಿರುವುದಿಲ್ಲ. [532, 1845, 678, 1943]
ad-to-let-address-1: Beside Nandi Honda Showroom. [1014, 1929, 1336, 1948]
imprint-text: Editor, Printed and Published by T.Ganesh Kumar for M/s Honey Printers, from No.2, Vishvesvaraiah Lorry Terminal, Bellary and Printed at web Offset Press No.2 Vishvesvaraiah Lorry Terminal, Bellary-583101. RNI No-69151/97. [209, 2033, 1169, 2044]
headline-five-years: 5ವರ್ಷ ಸಿದ್ದು ಸಿಎಂ [70, 1008, 329, 1054]
ad-job-phone-2: 9739595555 [404, 1760, 482, 1776]
ad-wanted-manager-headline-1: URGENTLY REQUIRED [735, 1582, 959, 1604]
ad-to-let-title: TO-LET [1014, 1810, 1336, 1851]
ad-wanted-photo-line-2: WORKER & [723, 1833, 811, 1849]
people-illustration [42, 1514, 357, 1832]
ad-to-let [1012, 1808, 1338, 2026]
ad-security-note: ಕೆಲಸ ಮಾಡಲು ಬೇಕಾಗಿದ್ದಾರೆ [883, 1850, 975, 1861]
natikoli-headline-box [42, 1390, 361, 1512]
article-kalapa: ಮುಖ್ಯಮಂತ್ರಿ ಸಿದ್ದರಾಮಯ್ಯ ಅವರು, ಸಂತಾಪ ಸೂಚನಾ ನಿರ್ಣಯ ಮಂಡಿಸಿ ಮಾತನಾಡಿ, ಹಾಲಿ ಶಾಸಕರಾಗಿದ್ದ ಹೆಚ್.ವೈ.ಮೇಟಿ ಸಜ್ಜನ ರಾಜಕಾರಣಿಯಾಗಿದ್ದರು. ಜನಪರ ಕಾಳಜಿ ಹೊಂದಿದ್ದ ಅವರ ಅಗಲಿಕೆ ರಾಜ್ಯಕ್ಕೆ ತುಂಬಲಾರದ ನಷ್ಟ ಎಂದರು. ಮಾಜಿ ಶಾಸಕರಾದ ಆರ್.ವಿ.ದೇವರಾಜ್ ಸೇರಿದಂತೆ ನಿಧನರಾದ ಗಣ್ಯರಿಗೆ ಸದನ ಸಂತಾಪ ಸೂಚಿಸಿತು. ಪ್ರತಿಪಕ್ಷ ನಾಯಕ ಆರ್.ಅಶೋಕ್, ಜೆಡಿಎಸ್ ನಾಯಕ ಸುರೇಶ್ ಬಾಬು ಸೇರಿದಂತೆ ಹಲವರು ಸಂತಾಪ ಸೂಚಿಸಿ ಮಾತನಾಡಿದರು. ನಂತರ ಸಭಾಧ್ಯಕ್ಷರು ಕಲಾಪವನ್ನು ನಾಳೆಗೆ ಮುಂದೂಡಿದರು. [366, 405, 849, 456]
masthead-title: ಸಂಜೆ ವಾಣಿ [49, 57, 206, 106]
ad-wanted-manager-body-4: English,Hindi and Telugu [698, 1675, 835, 1689]
ad-for-rent-phone: 9448943452 [526, 1711, 684, 1738]
month: ಡಿಸೆಂಬರ್ [147, 229, 192, 245]
ad-security [848, 1808, 1010, 2026]
registration-mark [8, 1000, 30, 1022]
ad-for-rent [524, 1540, 686, 1806]
ad-security-phone-2: 9343658882 [886, 1945, 972, 1964]
registration-mark [678, 2098, 700, 2120]
ad-wanted-teacher [366, 1808, 520, 2026]
ad-for-rent-line-5: Room, Ballari. [561, 1666, 649, 1681]
